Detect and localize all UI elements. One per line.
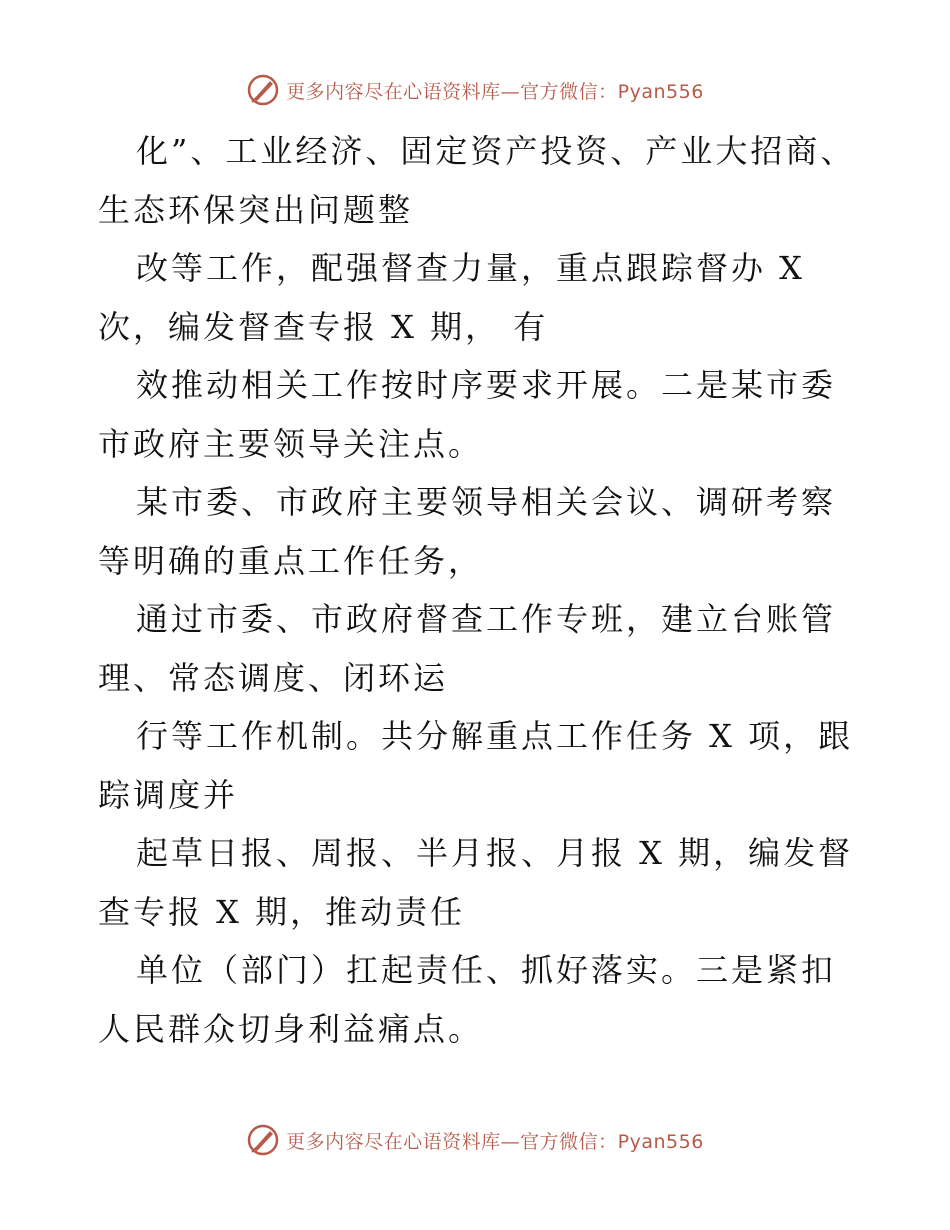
paragraph-1: 化”、工业经济、固定资产投资、产业大招商、生态环保突出问题整 [98,132,856,229]
paragraph-7: 起草日报、周报、半月报、月报 X 期，编发督查专报 X 期，推动责任 [98,834,854,931]
footer-watermark-text: 更多内容尽在心语资料库—官方微信：Pyan556 [286,1130,704,1153]
paragraph-6: 行等工作机制。共分解重点工作任务 X 项，跟踪调度并 [98,717,854,814]
header-watermark [0,70,950,110]
paragraph-2: 改等工作，配强督查力量，重点跟踪督办 X 次，编发督查专报 X 期， 有 [98,249,805,346]
paragraph-5: 通过市委、市政府督查工作专班，建立台账管理、常态调度、闭环运 [98,600,837,697]
document-body [98,122,863,1058]
paragraph-4: 某市委、市政府主要领导相关会议、调研考察等明确的重点工作任务， [98,483,837,580]
header-watermark-text: 更多内容尽在心语资料库—官方微信：Pyan556 [286,80,704,103]
quill-logo-icon [246,73,280,107]
footer-watermark [0,1120,950,1160]
paragraph-8: 单位（部门）扛起责任、抓好落实。三是紧扣人民群众切身利益痛点。 [98,951,837,1048]
quill-logo-icon [246,1123,280,1157]
paragraph-3: 效推动相关工作按时序要求开展。二是某市委市政府主要领导关注点。 [98,366,837,463]
